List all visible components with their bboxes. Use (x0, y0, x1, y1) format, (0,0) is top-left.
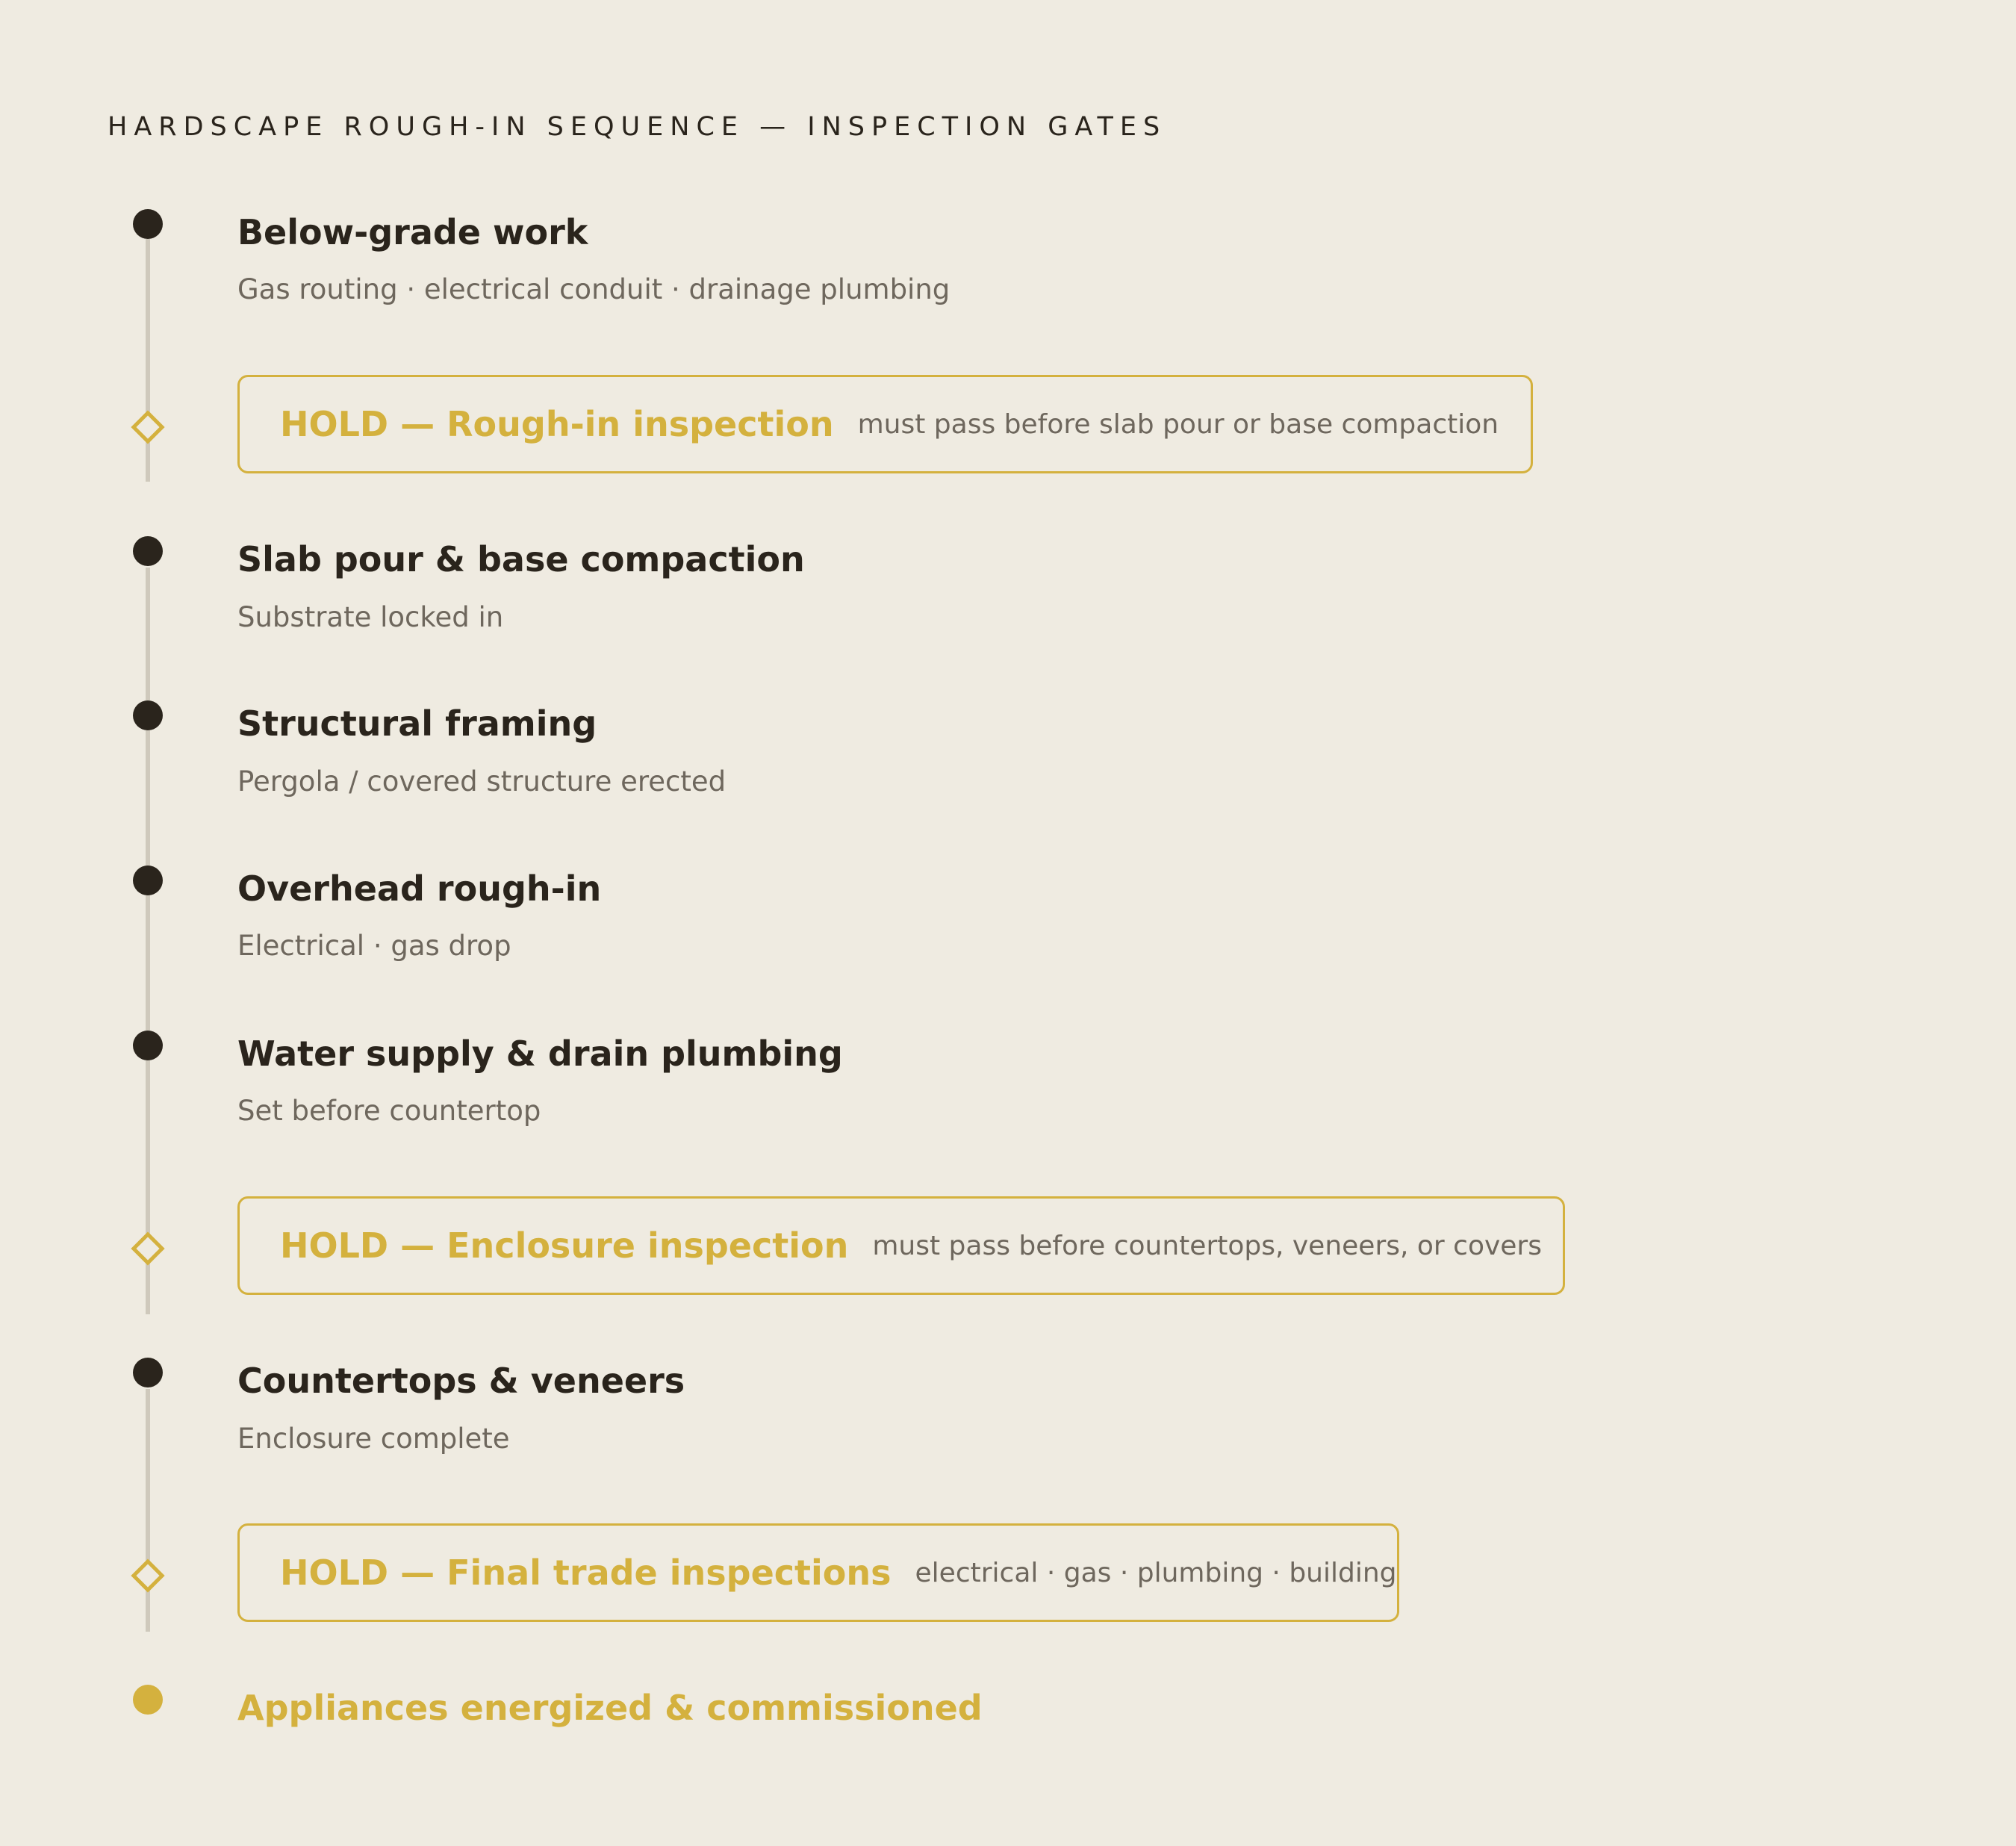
hold-label: HOLD — Enclosure inspection (280, 1225, 849, 1266)
step-marker (133, 1358, 163, 1387)
timeline-connector (146, 568, 150, 1314)
hold-note: electrical · gas · plumbing · building (915, 1557, 1397, 1588)
step-marker (133, 1031, 163, 1060)
step-description: Electrical · gas drop (237, 930, 511, 962)
hold-box (237, 1523, 1399, 1622)
step-title: Structural framing (237, 703, 597, 744)
hold-diamond-icon (131, 1558, 164, 1592)
hold-box (237, 1196, 1565, 1295)
step-marker (133, 209, 163, 239)
hold-diamond-icon (131, 1231, 164, 1265)
final-step-title: Appliances energized & commissioned (237, 1688, 983, 1728)
hold-label: HOLD — Rough-in inspection (280, 404, 834, 444)
step-marker (133, 700, 163, 730)
step-title: Water supply & drain plumbing (237, 1034, 843, 1074)
hold-box (237, 375, 1533, 473)
hold-diamond-icon (131, 410, 164, 444)
step-title: Countertops & veneers (237, 1361, 685, 1401)
step-description: Enclosure complete (237, 1423, 510, 1455)
step-marker (133, 536, 163, 566)
step-description: Substrate locked in (237, 601, 504, 633)
step-description: Gas routing · electrical conduit · drainage plumbing (237, 273, 951, 305)
diagram-title: HARDSCAPE ROUGH-IN SEQUENCE — INSPECTION GATES (108, 112, 1167, 142)
step-title: Overhead rough-in (237, 868, 602, 909)
final-marker (133, 1685, 163, 1715)
hold-label: HOLD — Final trade inspections (280, 1553, 892, 1593)
timeline-connector (146, 239, 150, 482)
step-title: Below-grade work (237, 212, 588, 252)
step-marker (133, 865, 163, 895)
step-title: Slab pour & base compaction (237, 539, 805, 579)
hold-note: must pass before slab pour or base compaction (857, 408, 1499, 440)
step-description: Set before countertop (237, 1095, 541, 1127)
timeline-connector (146, 1389, 150, 1632)
step-description: Pergola / covered structure erected (237, 765, 727, 798)
hold-note: must pass before countertops, veneers, or covers (872, 1230, 1542, 1261)
